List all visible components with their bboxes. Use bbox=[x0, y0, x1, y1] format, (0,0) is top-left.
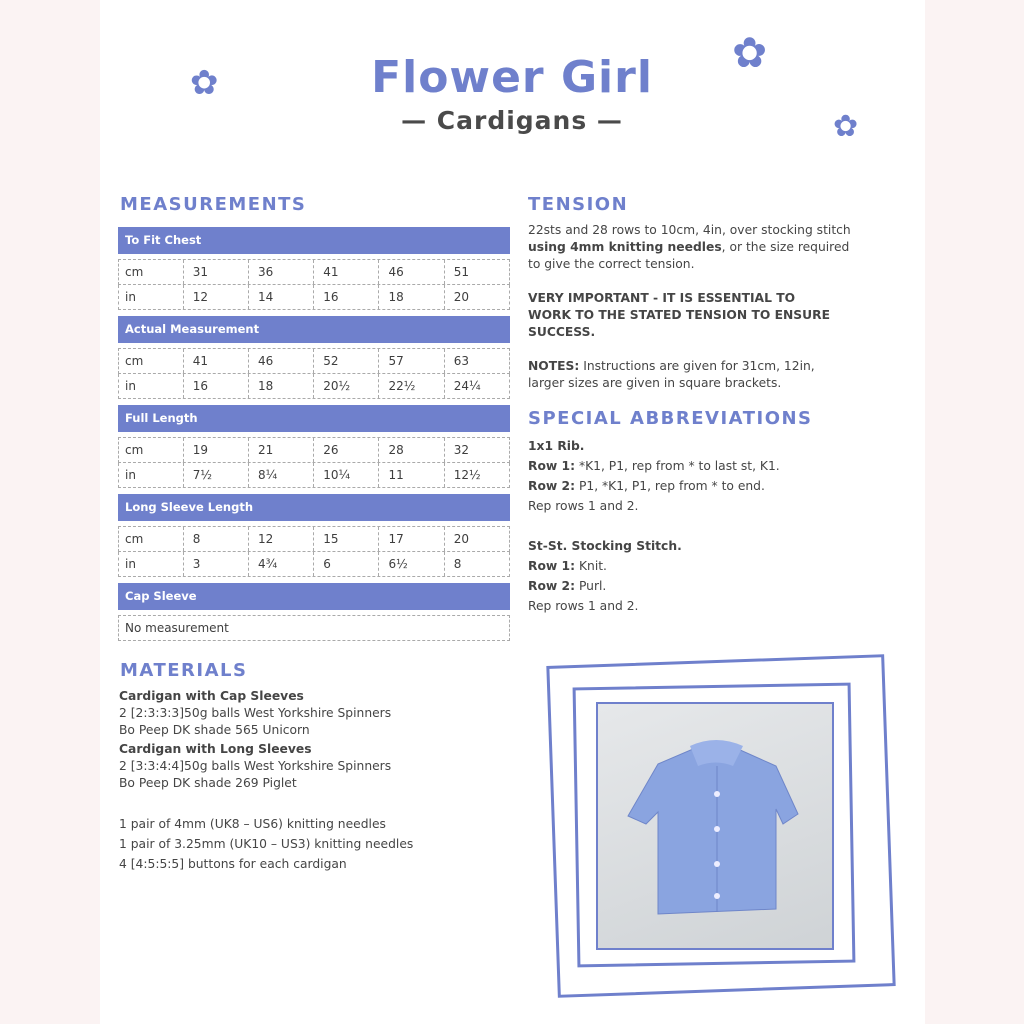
table-cell: 16 bbox=[313, 285, 378, 310]
table-cell: 3 bbox=[183, 552, 248, 577]
table-row bbox=[118, 526, 510, 552]
table-cell: 31 bbox=[183, 260, 248, 284]
table-cell: 46 bbox=[248, 349, 313, 373]
table-cell: 11 bbox=[378, 463, 443, 488]
table-cell: 28 bbox=[378, 438, 443, 462]
table-row bbox=[118, 348, 510, 374]
row-label: Row 2: bbox=[528, 479, 576, 493]
tension-line: 22sts and 28 rows to 10cm, 4in, over stocking stitch bbox=[528, 223, 851, 237]
page-subtitle: — Cardigans — bbox=[401, 106, 623, 135]
table-cell: No measurement bbox=[125, 621, 229, 635]
table-row bbox=[118, 615, 510, 641]
page-title: Flower Girl bbox=[371, 52, 653, 103]
table-row bbox=[118, 437, 510, 463]
table-cell: 15 bbox=[313, 527, 378, 551]
table-cell: 7½ bbox=[183, 463, 248, 488]
table-cell: 22½ bbox=[378, 374, 443, 399]
notes-text: Instructions are given for 31cm, 12in, larger sizes are given in square brackets. bbox=[528, 359, 815, 390]
needles-325mm: 1 pair of 3.25mm (UK10 – US3) knitting needles bbox=[119, 837, 414, 851]
table-cell: 41 bbox=[313, 260, 378, 284]
table-cell: 8 bbox=[183, 527, 248, 551]
table-row bbox=[118, 285, 510, 311]
measurements-heading: MEASUREMENTS bbox=[120, 194, 307, 215]
table-row bbox=[118, 374, 510, 400]
table-cell: 6 bbox=[313, 552, 378, 577]
table-cell: 32 bbox=[444, 438, 509, 462]
table-group bbox=[118, 259, 510, 310]
cap-shade: Bo Peep DK shade 565 Unicorn bbox=[119, 723, 310, 737]
cardigan-image bbox=[598, 704, 836, 952]
table-cell: cm bbox=[125, 265, 144, 279]
tension-bold: using 4mm knitting needles bbox=[528, 240, 722, 254]
rib-title: 1x1 Rib. bbox=[528, 439, 585, 453]
table-cell: in bbox=[125, 556, 136, 571]
cap-title: Cardigan with Cap Sleeves bbox=[119, 689, 304, 703]
table-cell: 21 bbox=[248, 438, 313, 462]
flower-icon: ✿ bbox=[833, 109, 859, 144]
table-cell: 17 bbox=[378, 527, 443, 551]
rep-text: Rep rows 1 and 2. bbox=[528, 499, 639, 513]
table-cell: 8 bbox=[444, 552, 509, 577]
table-section-header: To Fit Chest bbox=[118, 227, 510, 254]
tension-important: VERY IMPORTANT - IT IS ESSENTIAL TO WORK TO THE STATED TENSION TO ENSURE SUCCESS. bbox=[528, 291, 830, 339]
measurements-table bbox=[118, 227, 510, 647]
needles-4mm: 1 pair of 4mm (UK8 – US6) knitting needles bbox=[119, 817, 386, 831]
row-label: Row 1: bbox=[528, 459, 576, 473]
table-cell: 18 bbox=[378, 285, 443, 310]
long-title: Cardigan with Long Sleeves bbox=[119, 742, 312, 756]
table-cell: 14 bbox=[248, 285, 313, 310]
table-cell: 20 bbox=[444, 527, 509, 551]
table-cell: 63 bbox=[444, 349, 509, 373]
table-cell: cm bbox=[125, 532, 144, 546]
table-cell: in bbox=[125, 289, 136, 304]
row-text: Knit. bbox=[575, 559, 607, 573]
table-section-header: Long Sleeve Length bbox=[118, 494, 510, 521]
table-cell: cm bbox=[125, 443, 144, 457]
table-cell: 18 bbox=[248, 374, 313, 399]
table-group bbox=[118, 437, 510, 488]
table-cell: cm bbox=[125, 354, 144, 368]
table-row bbox=[118, 463, 510, 489]
table-section-header: Actual Measurement bbox=[118, 316, 510, 343]
table-cell: 12 bbox=[248, 527, 313, 551]
table-cell: 16 bbox=[183, 374, 248, 399]
row-label: Row 2: bbox=[528, 579, 576, 593]
table-section-header: Full Length bbox=[118, 405, 510, 432]
table-cell: 36 bbox=[248, 260, 313, 284]
st-title: St-St. Stocking Stitch. bbox=[528, 539, 682, 553]
table-cell: 52 bbox=[313, 349, 378, 373]
abbreviations-text bbox=[528, 436, 853, 616]
table-cell: 6½ bbox=[378, 552, 443, 577]
row-text: Purl. bbox=[575, 579, 607, 593]
tension-text bbox=[528, 222, 853, 392]
table-cell: 46 bbox=[378, 260, 443, 284]
row-text: *K1, P1, rep from * to last st, K1. bbox=[575, 459, 780, 473]
materials-heading: MATERIALS bbox=[120, 660, 248, 681]
table-cell: 12 bbox=[183, 285, 248, 310]
table-cell: in bbox=[125, 467, 136, 482]
cardigan-photo bbox=[596, 702, 834, 950]
long-shade: Bo Peep DK shade 269 Piglet bbox=[119, 776, 297, 790]
table-cell: 20 bbox=[444, 285, 509, 310]
table-row bbox=[118, 552, 510, 578]
notes-label: NOTES: bbox=[528, 359, 580, 373]
table-cell: 12½ bbox=[444, 463, 509, 488]
flower-icon: ✿ bbox=[732, 28, 768, 77]
row-label: Row 1: bbox=[528, 559, 576, 573]
table-cell: 26 bbox=[313, 438, 378, 462]
table-cell: 41 bbox=[183, 349, 248, 373]
table-cell: 20½ bbox=[313, 374, 378, 399]
tension-heading: TENSION bbox=[528, 194, 629, 215]
flower-icon: ✿ bbox=[190, 63, 219, 103]
abbreviations-heading: SPECIAL ABBREVIATIONS bbox=[528, 408, 813, 429]
table-row bbox=[118, 259, 510, 285]
table-cell: 24¼ bbox=[444, 374, 509, 399]
table-cell: 8¼ bbox=[248, 463, 313, 488]
cap-yarn: 2 [2:3:3:3]50g balls West Yorkshire Spinners bbox=[119, 706, 392, 720]
rep-text: Rep rows 1 and 2. bbox=[528, 599, 639, 613]
table-cell: 10¼ bbox=[313, 463, 378, 488]
table-group bbox=[118, 615, 510, 641]
table-section-header: Cap Sleeve bbox=[118, 583, 510, 610]
materials-text bbox=[119, 688, 449, 874]
table-cell: 19 bbox=[183, 438, 248, 462]
long-yarn: 2 [3:3:4:4]50g balls West Yorkshire Spinners bbox=[119, 759, 392, 773]
table-group bbox=[118, 526, 510, 577]
table-cell: 4¾ bbox=[248, 552, 313, 577]
table-cell: 57 bbox=[378, 349, 443, 373]
table-cell: in bbox=[125, 378, 136, 393]
table-cell: 51 bbox=[444, 260, 509, 284]
table-group bbox=[118, 348, 510, 399]
row-text: P1, *K1, P1, rep from * to end. bbox=[575, 479, 765, 493]
buttons-text: 4 [4:5:5:5] buttons for each cardigan bbox=[119, 857, 347, 871]
tension-line-2: , or the size required to give the correct tension. bbox=[528, 240, 850, 271]
